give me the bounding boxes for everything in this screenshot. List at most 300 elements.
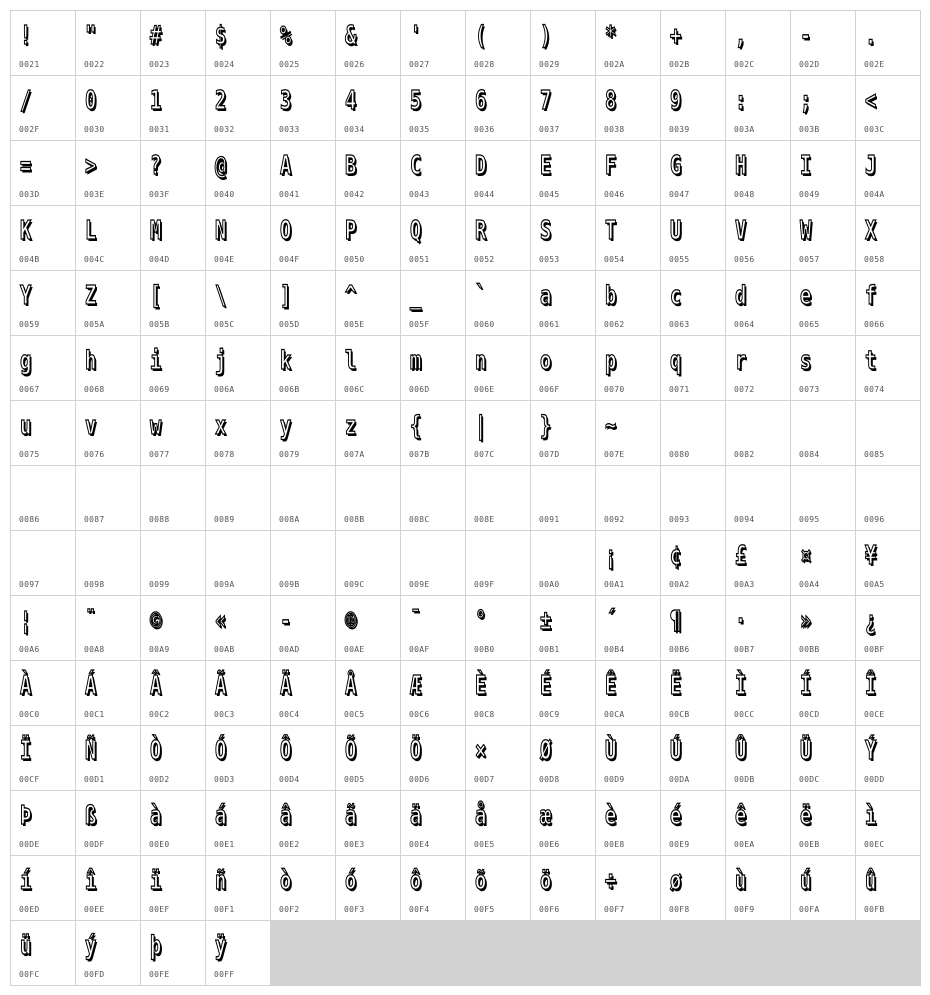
glyph-cell [401, 336, 465, 400]
glyph-cell [531, 271, 595, 335]
glyph-cell [271, 141, 335, 205]
glyph-cell [206, 596, 270, 660]
glyph-cell [726, 726, 790, 790]
glyph-sample: K [20, 216, 32, 246]
glyph-sample: ¡ [605, 541, 617, 571]
glyph-sample: $ [215, 21, 227, 51]
glyph-cell [466, 661, 530, 725]
glyph-code-label: 0048 [734, 190, 755, 199]
glyph-cell [141, 141, 205, 205]
glyph-sample: * [605, 21, 617, 51]
glyph-cell [271, 206, 335, 270]
glyph-code-label: 004A [864, 190, 885, 199]
glyph-cell [531, 141, 595, 205]
glyph-cell [856, 466, 920, 530]
glyph-sample: ö [540, 866, 552, 896]
glyph-cell [726, 336, 790, 400]
glyph-cell [401, 466, 465, 530]
glyph-sample: ^ [345, 281, 357, 311]
glyph-sample: G [670, 151, 682, 181]
glyph-code-label: 0045 [539, 190, 560, 199]
glyph-sample: Þ [20, 801, 32, 831]
glyph-cell [401, 76, 465, 140]
glyph-sample: - [280, 606, 292, 636]
glyph-sample: ¤ [800, 541, 812, 571]
glyph-code-label: 007C [474, 450, 495, 459]
glyph-sample: , [735, 21, 747, 51]
glyph-cell [76, 856, 140, 920]
glyph-sample: ê [735, 801, 747, 831]
glyph-sample: Â [150, 671, 162, 701]
glyph-cell [856, 596, 920, 660]
glyph-cell [141, 401, 205, 465]
glyph-sample: + [670, 21, 682, 51]
glyph-cell [271, 336, 335, 400]
glyph-code-label: 0032 [214, 125, 235, 134]
glyph-sample: ï [150, 866, 162, 896]
glyph-cell [11, 791, 75, 855]
glyph-code-label: 0040 [214, 190, 235, 199]
glyph-sample: f [865, 281, 877, 311]
glyph-sample: ¿ [865, 606, 877, 636]
glyph-sample: B [345, 151, 357, 181]
glyph-sample: x [215, 411, 227, 441]
glyph-sample: R [475, 216, 487, 246]
glyph-cell [271, 76, 335, 140]
glyph-code-label: 00FC [19, 970, 40, 979]
glyph-code-label: 003D [19, 190, 40, 199]
glyph-sample: Ù [605, 736, 617, 766]
glyph-cell [466, 466, 530, 530]
glyph-code-label: 00C5 [344, 710, 365, 719]
glyph-cell [76, 791, 140, 855]
glyph-code-label: 003E [84, 190, 105, 199]
glyph-sample: Û [735, 736, 747, 766]
glyph-cell [466, 401, 530, 465]
glyph-cell [531, 791, 595, 855]
glyph-cell [791, 401, 855, 465]
glyph-sample: Í [800, 671, 812, 701]
glyph-cell [596, 856, 660, 920]
glyph-sample: Î [865, 671, 877, 701]
glyph-sample: 0 [85, 86, 97, 116]
glyph-code-label: 00BB [799, 645, 820, 654]
glyph-code-label: 008B [344, 515, 365, 524]
glyph-code-label: 0073 [799, 385, 820, 394]
glyph-sample: ì [865, 801, 877, 831]
glyph-code-label: 0029 [539, 60, 560, 69]
glyph-cell [11, 921, 75, 985]
glyph-code-label: 0092 [604, 515, 625, 524]
glyph-cell [271, 271, 335, 335]
glyph-cell [856, 791, 920, 855]
glyph-sample: Å [345, 671, 357, 701]
glyph-code-label: 00A4 [799, 580, 820, 589]
glyph-cell [206, 791, 270, 855]
glyph-code-label: 0047 [669, 190, 690, 199]
glyph-code-label: 0060 [474, 320, 495, 329]
glyph-cell [856, 531, 920, 595]
glyph-cell [596, 661, 660, 725]
glyph-cell [466, 141, 530, 205]
glyph-cell [401, 791, 465, 855]
glyph-sample: ë [800, 801, 812, 831]
glyph-code-label: 0084 [799, 450, 820, 459]
glyph-cell [661, 466, 725, 530]
glyph-sample: ) [540, 21, 552, 51]
glyph-cell [531, 206, 595, 270]
glyph-code-label: 008C [409, 515, 430, 524]
glyph-cell [596, 206, 660, 270]
glyph-code-label: 0037 [539, 125, 560, 134]
glyph-cell [531, 466, 595, 530]
glyph-cell [661, 336, 725, 400]
glyph-cell [11, 856, 75, 920]
glyph-sample: £ [735, 541, 747, 571]
glyph-sample: Ü [800, 736, 812, 766]
glyph-code-label: 002B [669, 60, 690, 69]
glyph-code-label: 0058 [864, 255, 885, 264]
glyph-code-label: 00A6 [19, 645, 40, 654]
glyph-code-label: 0072 [734, 385, 755, 394]
glyph-code-label: 00D9 [604, 775, 625, 784]
glyph-code-label: 00B7 [734, 645, 755, 654]
glyph-cell [11, 336, 75, 400]
glyph-sample: z [345, 411, 357, 441]
glyph-code-label: 00A1 [604, 580, 625, 589]
glyph-sample: u [20, 411, 32, 441]
glyph-cell [336, 11, 400, 75]
glyph-sample: @ [215, 151, 227, 181]
glyph-sample: h [85, 346, 97, 376]
glyph-sample: ( [475, 21, 487, 51]
glyph-code-label: 00EB [799, 840, 820, 849]
glyph-sample: Ó [215, 736, 227, 766]
glyph-cell [76, 401, 140, 465]
glyph-sample: ] [280, 281, 292, 311]
glyph-cell [76, 141, 140, 205]
glyph-code-label: 004D [149, 255, 170, 264]
glyph-code-label: 00AB [214, 645, 235, 654]
glyph-sample: d [735, 281, 747, 311]
glyph-code-label: 0050 [344, 255, 365, 264]
glyph-sample: j [215, 346, 227, 376]
glyph-code-label: 00AD [279, 645, 300, 654]
glyph-code-label: 0068 [84, 385, 105, 394]
glyph-code-label: 0087 [84, 515, 105, 524]
glyph-sample: n [475, 346, 487, 376]
glyph-sample: ó [345, 866, 357, 896]
glyph-sample: Ô [280, 736, 292, 766]
glyph-cell [401, 856, 465, 920]
glyph-code-label: 002C [734, 60, 755, 69]
glyph-cell [11, 11, 75, 75]
glyph-cell [271, 11, 335, 75]
glyph-code-label: 00E2 [279, 840, 300, 849]
glyph-cell [206, 11, 270, 75]
glyph-code-label: 0041 [279, 190, 300, 199]
glyph-code-label: 0044 [474, 190, 495, 199]
glyph-code-label: 00CB [669, 710, 690, 719]
glyph-cell [76, 596, 140, 660]
glyph-code-label: 0061 [539, 320, 560, 329]
glyph-sample: 1 [150, 86, 162, 116]
glyph-cell [596, 141, 660, 205]
glyph-code-label: 00D3 [214, 775, 235, 784]
glyph-sample: Ñ [85, 736, 97, 766]
glyph-code-label: 009C [344, 580, 365, 589]
glyph-code-label: 00A3 [734, 580, 755, 589]
glyph-cell [336, 206, 400, 270]
glyph-sample: ý [85, 931, 97, 961]
glyph-cell [596, 596, 660, 660]
glyph-sample: | [475, 411, 487, 441]
glyph-code-label: 0089 [214, 515, 235, 524]
glyph-cell [791, 206, 855, 270]
glyph-code-label: 00FA [799, 905, 820, 914]
glyph-sample: m [410, 346, 422, 376]
glyph-code-label: 0062 [604, 320, 625, 329]
glyph-code-label: 00D5 [344, 775, 365, 784]
glyph-code-label: 0085 [864, 450, 885, 459]
glyph-code-label: 00EA [734, 840, 755, 849]
glyph-code-label: 00C1 [84, 710, 105, 719]
glyph-cell [726, 11, 790, 75]
glyph-sample: Z [85, 281, 97, 311]
glyph-code-label: 006C [344, 385, 365, 394]
glyph-sample: ø [670, 866, 682, 896]
glyph-sample: à [150, 801, 162, 831]
glyph-cell [401, 661, 465, 725]
glyph-code-label: 00C3 [214, 710, 235, 719]
glyph-sample: L [85, 216, 97, 246]
glyph-cell [791, 791, 855, 855]
glyph-cell [141, 76, 205, 140]
glyph-sample: Ï [20, 736, 32, 766]
glyph-cell [336, 726, 400, 790]
glyph-cell [336, 336, 400, 400]
glyph-code-label: 0097 [19, 580, 40, 589]
glyph-cell [141, 726, 205, 790]
glyph-cell [596, 401, 660, 465]
glyph-code-label: 0027 [409, 60, 430, 69]
glyph-code-label: 005A [84, 320, 105, 329]
glyph-code-label: 00EC [864, 840, 885, 849]
glyph-cell [11, 466, 75, 530]
glyph-cell [661, 726, 725, 790]
glyph-sample: U [670, 216, 682, 246]
glyph-code-label: 0052 [474, 255, 495, 264]
glyph-sample: î [85, 866, 97, 896]
glyph-cell [531, 336, 595, 400]
glyph-cell [76, 661, 140, 725]
glyph-cell [791, 271, 855, 335]
glyph-sample: ~ [605, 411, 617, 441]
glyph-sample: : [735, 86, 747, 116]
glyph-code-label: 00AF [409, 645, 430, 654]
glyph-sample: ® [345, 606, 357, 636]
glyph-code-label: 0099 [149, 580, 170, 589]
glyph-cell [11, 596, 75, 660]
glyph-code-label: 003F [149, 190, 170, 199]
glyph-code-label: 005C [214, 320, 235, 329]
glyph-cell [466, 76, 530, 140]
glyph-cell [401, 11, 465, 75]
glyph-sample: O [280, 216, 292, 246]
glyph-cell [271, 791, 335, 855]
glyph-cell [856, 206, 920, 270]
glyph-sample: ¦ [20, 606, 32, 636]
glyph-code-label: 0076 [84, 450, 105, 459]
glyph-cell [856, 141, 920, 205]
glyph-cell [856, 11, 920, 75]
glyph-code-label: 00F6 [539, 905, 560, 914]
glyph-cell [531, 661, 595, 725]
glyph-sample: ¶ [670, 606, 682, 636]
glyph-cell [661, 271, 725, 335]
glyph-cell [726, 401, 790, 465]
glyph-code-label: 0080 [669, 450, 690, 459]
glyph-sample: â [280, 801, 292, 831]
glyph-cell [466, 531, 530, 595]
glyph-code-label: 00DC [799, 775, 820, 784]
glyph-code-label: 004C [84, 255, 105, 264]
glyph-cell [791, 466, 855, 530]
glyph-sample: C [410, 151, 422, 181]
glyph-sample: 5 [410, 86, 422, 116]
glyph-code-label: 00A0 [539, 580, 560, 589]
glyph-sample: Ø [540, 736, 552, 766]
glyph-code-label: 00ED [19, 905, 40, 914]
glyph-cell [596, 76, 660, 140]
glyph-cell [856, 856, 920, 920]
glyph-sample: þ [150, 931, 162, 961]
glyph-code-label: 00EE [84, 905, 105, 914]
glyph-code-label: 0054 [604, 255, 625, 264]
glyph-sample: ¨ [85, 606, 97, 636]
glyph-sample: å [475, 801, 487, 831]
glyph-code-label: 0070 [604, 385, 625, 394]
glyph-sample: 2 [215, 86, 227, 116]
glyph-code-label: 0035 [409, 125, 430, 134]
glyph-code-label: 003C [864, 125, 885, 134]
glyph-cell [466, 11, 530, 75]
glyph-sample: ù [735, 866, 747, 896]
glyph-cell [271, 661, 335, 725]
glyph-sample: ` [475, 281, 487, 311]
glyph-cell [726, 271, 790, 335]
glyph-sample: \ [215, 281, 227, 311]
glyph-code-label: 009E [409, 580, 430, 589]
glyph-code-label: 0067 [19, 385, 40, 394]
glyph-sample: I [800, 151, 812, 181]
glyph-code-label: 00F1 [214, 905, 235, 914]
glyph-code-label: 00BF [864, 645, 885, 654]
glyph-cell [856, 76, 920, 140]
glyph-cell [271, 726, 335, 790]
glyph-code-label: 0093 [669, 515, 690, 524]
glyph-cell [726, 791, 790, 855]
glyph-code-label: 009A [214, 580, 235, 589]
glyph-code-label: 00F7 [604, 905, 625, 914]
glyph-sample: Q [410, 216, 422, 246]
glyph-cell [531, 76, 595, 140]
glyph-code-label: 007B [409, 450, 430, 459]
glyph-sample: P [345, 216, 357, 246]
glyph-sample: æ [540, 801, 552, 831]
glyph-cell [271, 401, 335, 465]
glyph-sample: á [215, 801, 227, 831]
glyph-code-label: 0056 [734, 255, 755, 264]
glyph-code-label: 0098 [84, 580, 105, 589]
glyph-code-label: 002E [864, 60, 885, 69]
glyph-cell [76, 921, 140, 985]
glyph-code-label: 007D [539, 450, 560, 459]
glyph-cell [141, 921, 205, 985]
glyph-code-label: 00E1 [214, 840, 235, 849]
glyph-sample: { [410, 411, 422, 441]
glyph-sample: l [345, 346, 357, 376]
glyph-code-label: 005F [409, 320, 430, 329]
glyph-sample: Ý [865, 736, 877, 766]
glyph-sample: H [735, 151, 747, 181]
glyph-cell [141, 791, 205, 855]
glyph-cell [141, 466, 205, 530]
glyph-code-label: 009F [474, 580, 495, 589]
glyph-sample: È [475, 671, 487, 701]
glyph-cell [76, 726, 140, 790]
glyph-code-label: 0078 [214, 450, 235, 459]
glyph-cell [661, 11, 725, 75]
glyph-cell [726, 206, 790, 270]
glyph-cell [141, 661, 205, 725]
glyph-cell [726, 856, 790, 920]
glyph-sample: é [670, 801, 682, 831]
glyph-cell [141, 11, 205, 75]
glyph-sample: p [605, 346, 617, 376]
glyph-sample: = [20, 151, 32, 181]
glyph-code-label: 00CF [19, 775, 40, 784]
glyph-code-label: 00DB [734, 775, 755, 784]
glyph-sample: J [865, 151, 877, 181]
glyph-cell [206, 271, 270, 335]
glyph-code-label: 00FF [214, 970, 235, 979]
glyph-sample: ! [20, 21, 32, 51]
glyph-cell [206, 856, 270, 920]
glyph-cell [661, 401, 725, 465]
glyph-cell [466, 791, 530, 855]
glyph-cell [791, 726, 855, 790]
glyph-cell [596, 531, 660, 595]
glyph-cell [401, 401, 465, 465]
glyph-sample: Ò [150, 736, 162, 766]
glyph-sample: 8 [605, 86, 617, 116]
glyph-cell [466, 726, 530, 790]
glyph-code-label: 0021 [19, 60, 40, 69]
glyph-sample: V [735, 216, 747, 246]
glyph-code-label: 0034 [344, 125, 365, 134]
glyph-code-label: 00E0 [149, 840, 170, 849]
glyph-cell [661, 76, 725, 140]
glyph-cell [856, 726, 920, 790]
glyph-sample: / [20, 86, 32, 116]
glyph-sample: > [85, 151, 97, 181]
glyph-code-label: 00C4 [279, 710, 300, 719]
glyph-cell [401, 141, 465, 205]
glyph-code-label: 00B4 [604, 645, 625, 654]
glyph-cell [11, 401, 75, 465]
glyph-sample: Ä [280, 671, 292, 701]
